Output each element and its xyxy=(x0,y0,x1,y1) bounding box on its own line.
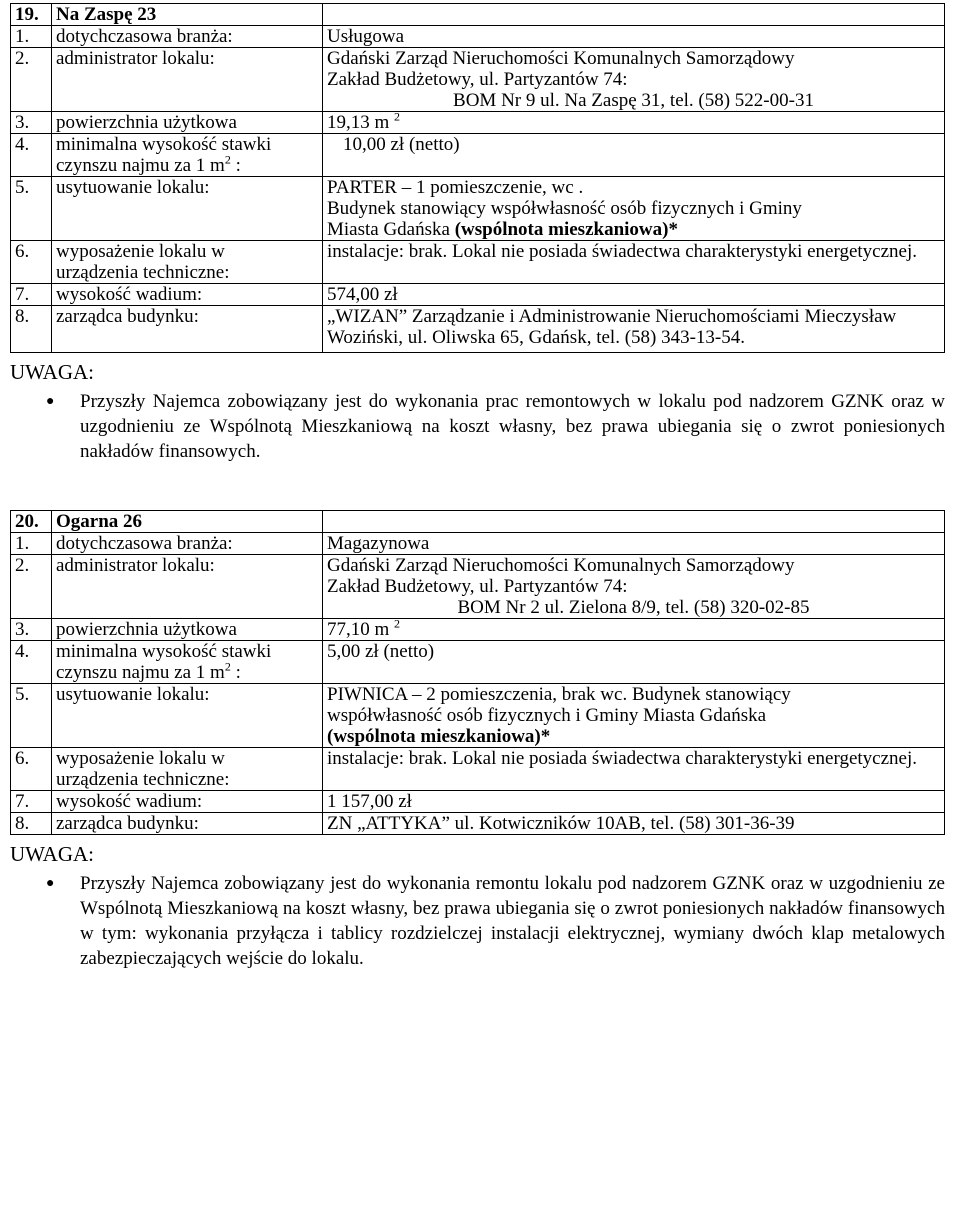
row-number: 4. xyxy=(11,134,52,177)
row-value xyxy=(323,177,945,241)
row-label: wysokość wadium: xyxy=(52,791,323,813)
note-list xyxy=(10,389,945,464)
row-label: zarządca budynku: xyxy=(52,813,323,835)
location-line-1: PARTER – 1 pomieszczenie, wc . xyxy=(327,177,584,198)
listing-number: 20. xyxy=(11,511,52,533)
row-number: 2. xyxy=(11,48,52,112)
row-number: 1. xyxy=(11,26,52,48)
row-equipment xyxy=(11,241,945,284)
admin-line-1: Gdański Zarząd Nieruchomości Komunalnych Samorządowy xyxy=(327,48,795,69)
row-industry xyxy=(11,26,945,48)
listing-table-19 xyxy=(10,3,945,353)
row-label xyxy=(52,241,323,284)
note-block-20 xyxy=(10,841,945,971)
row-deposit xyxy=(11,791,945,813)
listing-header xyxy=(11,511,945,533)
row-number: 6. xyxy=(11,748,52,791)
row-label: usytuowanie lokalu: xyxy=(52,684,323,748)
row-label: administrator lokalu: xyxy=(52,48,323,112)
row-number: 3. xyxy=(11,112,52,134)
area-value: 77,10 m xyxy=(327,619,390,640)
rent-label-end: : xyxy=(230,155,241,176)
listing-header-empty xyxy=(323,4,945,26)
row-value: Usługowa xyxy=(323,26,945,48)
row-number: 7. xyxy=(11,791,52,813)
row-number: 4. xyxy=(11,641,52,684)
rent-label-1: minimalna wysokość stawki xyxy=(56,134,272,155)
rent-label-end: : xyxy=(230,662,241,683)
row-label: powierzchnia użytkowa xyxy=(52,619,323,641)
row-deposit xyxy=(11,284,945,306)
row-number: 7. xyxy=(11,284,52,306)
area-unit-sup: 2 xyxy=(394,109,401,124)
row-label xyxy=(52,641,323,684)
row-number: 8. xyxy=(11,813,52,835)
note-block-19 xyxy=(10,359,945,464)
rent-label-text: czynszu najmu za 1 m xyxy=(56,155,225,176)
listing-header xyxy=(11,4,945,26)
location-line-2: Budynek stanowiący współwłasność osób fizycznych i Gminy xyxy=(327,198,802,219)
row-label: zarządca budynku: xyxy=(52,306,323,353)
row-label: administrator lokalu: xyxy=(52,555,323,619)
listing-number: 19. xyxy=(11,4,52,26)
row-number: 3. xyxy=(11,619,52,641)
row-value: „WIZAN” Zarządzanie i Administrowanie Nieruchomościami Mieczysław Woziński, ul. Oliwska 65, Gdańsk, tel. (58) 343-13-54. xyxy=(323,306,945,353)
listing-title: Ogarna 26 xyxy=(52,511,323,533)
row-rent xyxy=(11,134,945,177)
row-number: 2. xyxy=(11,555,52,619)
row-value: 574,00 zł xyxy=(323,284,945,306)
row-number: 1. xyxy=(11,533,52,555)
row-number: 5. xyxy=(11,684,52,748)
row-label xyxy=(52,134,323,177)
note-item: ● Przyszły Najemca zobowiązany jest do wykonania remontu lokalu pod nadzorem GZNK oraz w uzgodnieniu ze Wspólnotą Mieszkaniową na koszt własny, bez prawa ubiegania się o zwrot poniesionych nakładów finansowych w tym: wykonania przyłącza i tablicy rozdzielczej instalacji elektrycznej, wymiany dwóch klap metalowych zabezpieczających wejście do lokalu. xyxy=(10,871,945,971)
rent-label-sup: 2 xyxy=(224,152,231,167)
row-value: 5,00 zł (netto) xyxy=(323,641,945,684)
note-list xyxy=(10,871,945,971)
row-equipment xyxy=(11,748,945,791)
rent-label-text: czynszu najmu za 1 m xyxy=(56,662,225,683)
row-administrator xyxy=(11,555,945,619)
listing-header-empty xyxy=(323,511,945,533)
equipment-label-2: urządzenia techniczne: xyxy=(56,769,230,790)
location-line-3-bold: (wspólnota mieszkaniowa)* xyxy=(454,219,678,240)
rent-label-sup: 2 xyxy=(224,659,231,674)
admin-line-2: Zakład Budżetowy, ul. Partyzantów 74: xyxy=(327,576,628,597)
row-value xyxy=(323,555,945,619)
row-value: ZN „ATTYKA” ul. Kotwiczników 10AB, tel. (58) 301-36-39 xyxy=(323,813,945,835)
row-number: 8. xyxy=(11,306,52,353)
row-value: instalacje: brak. Lokal nie posiada świadectwa charakterystyki energetycznej. xyxy=(323,241,945,284)
row-label: dotychczasowa branża: xyxy=(52,26,323,48)
row-value xyxy=(323,109,945,134)
row-rent xyxy=(11,641,945,684)
listing-table-20 xyxy=(10,510,945,835)
row-number: 5. xyxy=(11,177,52,241)
row-label: dotychczasowa branża: xyxy=(52,533,323,555)
row-value: Magazynowa xyxy=(323,533,945,555)
row-value xyxy=(323,616,945,641)
note-item: ● Przyszły Najemca zobowiązany jest do wykonania prac remontowych w lokalu pod nadzorem GZNK oraz w uzgodnieniu ze Wspólnotą Mieszkaniową na koszt własny, bez prawa ubiegania się o zwrot poniesionych nakładów finansowych. xyxy=(10,389,945,464)
row-value xyxy=(323,48,945,112)
location-line-3-text: Miasta Gdańska xyxy=(327,219,455,240)
row-manager xyxy=(11,813,945,835)
row-value xyxy=(323,684,945,748)
row-value: 1 157,00 zł xyxy=(323,791,945,813)
equipment-label-1: wyposażenie lokalu w xyxy=(56,241,225,262)
location-line-3 xyxy=(327,219,940,240)
row-label xyxy=(52,748,323,791)
section-gap xyxy=(10,464,950,510)
location-line-2: współwłasność osób fizycznych i Gminy Miasta Gdańska xyxy=(327,705,767,726)
row-location xyxy=(11,177,945,241)
row-label: usytuowanie lokalu: xyxy=(52,177,323,241)
admin-line-2: Zakład Budżetowy, ul. Partyzantów 74: xyxy=(327,69,628,90)
admin-line-3: BOM Nr 2 ul. Zielona 8/9, tel. (58) 320-02-85 xyxy=(457,597,810,618)
note-title: UWAGA: xyxy=(10,842,94,866)
rent-label-2 xyxy=(56,659,318,683)
equipment-label-1: wyposażenie lokalu w xyxy=(56,748,225,769)
equipment-label-2: urządzenia techniczne: xyxy=(56,262,230,283)
area-unit-sup: 2 xyxy=(394,616,401,631)
location-line-1: PIWNICA – 2 pomieszczenia, brak wc. Budynek stanowiący xyxy=(327,684,791,705)
area-value: 19,13 m xyxy=(327,112,390,133)
row-industry xyxy=(11,533,945,555)
rent-label-2 xyxy=(56,152,318,176)
row-administrator xyxy=(11,48,945,112)
admin-line-1: Gdański Zarząd Nieruchomości Komunalnych Samorządowy xyxy=(327,555,795,576)
location-line-3 xyxy=(327,726,940,747)
row-number: 6. xyxy=(11,241,52,284)
rent-label-1: minimalna wysokość stawki xyxy=(56,641,272,662)
note-title: UWAGA: xyxy=(10,360,94,384)
admin-line-3: BOM Nr 9 ul. Na Zaspę 31, tel. (58) 522-00-31 xyxy=(453,90,814,111)
row-label: powierzchnia użytkowa xyxy=(52,112,323,134)
row-manager xyxy=(11,306,945,353)
location-line-3-bold: (wspólnota mieszkaniowa)* xyxy=(327,726,551,747)
row-value: 10,00 zł (netto) xyxy=(323,134,945,177)
row-label: wysokość wadium: xyxy=(52,284,323,306)
row-area xyxy=(11,112,945,134)
row-value: instalacje: brak. Lokal nie posiada świadectwa charakterystyki energetycznej. xyxy=(323,748,945,791)
row-location xyxy=(11,684,945,748)
row-area xyxy=(11,619,945,641)
listing-title: Na Zaspę 23 xyxy=(52,4,323,26)
